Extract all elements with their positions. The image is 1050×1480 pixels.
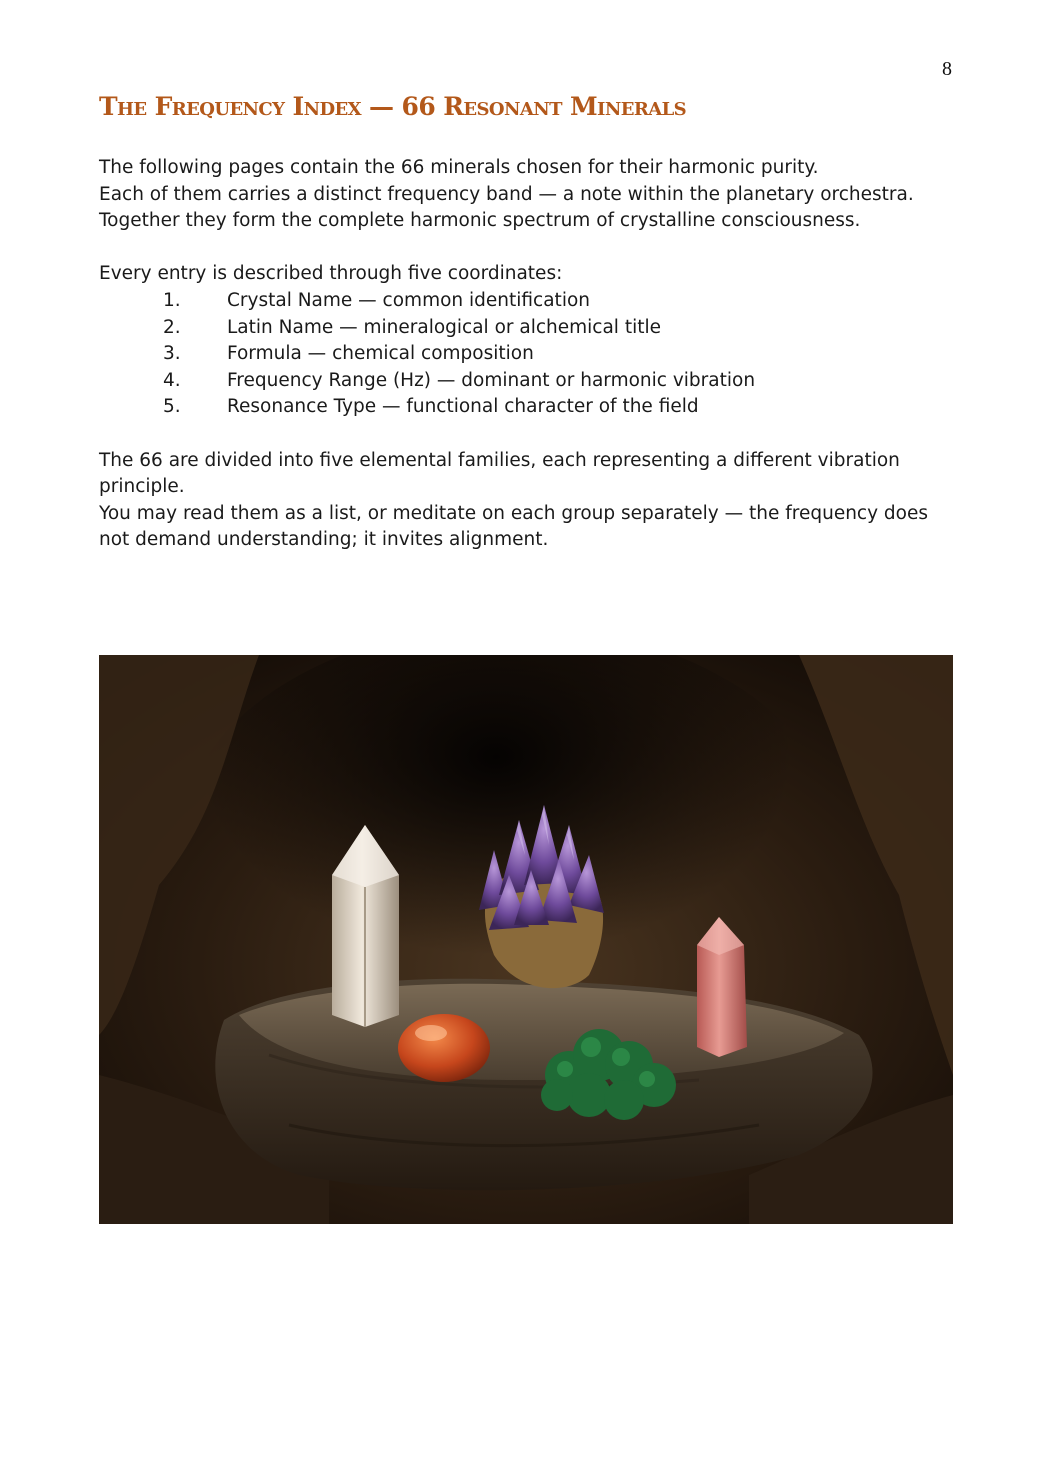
- intro-paragraph-2: Each of them carries a distinct frequency band — a note within the planetary orchestra.: [99, 183, 914, 205]
- list-item-text: Latin Name — mineralogical or alchemical title: [227, 316, 661, 338]
- list-item: [99, 341, 939, 368]
- coordinates-lead: Every entry is described through five coordinates:: [99, 263, 563, 285]
- list-item-text: Crystal Name — common identification: [227, 289, 590, 311]
- list-item-text: Resonance Type — functional character of the field: [227, 396, 699, 418]
- crystals-illustration: [99, 655, 953, 1224]
- list-item: [99, 315, 939, 342]
- list-item: [99, 368, 939, 395]
- list-item-number: 4.: [163, 369, 181, 391]
- coordinates-list: [99, 288, 939, 421]
- list-item-text: Formula — chemical composition: [227, 343, 534, 365]
- intro-paragraph-3: Together they form the complete harmonic spectrum of crystalline consciousness.: [99, 210, 861, 232]
- list-item-number: 2.: [163, 316, 181, 338]
- list-item-number: 5.: [163, 396, 181, 418]
- body-text: [99, 155, 939, 554]
- page-title: The Frequency Index — 66 Resonant Minerals: [99, 92, 687, 121]
- list-item: [99, 288, 939, 315]
- families-paragraph-2: You may read them as a list, or meditate on each group separately — the frequency does not demand understanding; it invites alignment.: [99, 502, 929, 551]
- list-item-number: 1.: [163, 289, 181, 311]
- paragraph-gap: [99, 235, 939, 262]
- page-number: 8: [942, 58, 952, 80]
- list-item: [99, 394, 939, 421]
- list-item-text: Frequency Range (Hz) — dominant or harmonic vibration: [227, 369, 756, 391]
- list-item-number: 3.: [163, 343, 181, 365]
- families-paragraph-1: The 66 are divided into five elemental families, each representing a different vibration principle.: [99, 449, 900, 498]
- crystals-photo: [99, 655, 953, 1224]
- intro-paragraph-1: The following pages contain the 66 minerals chosen for their harmonic purity.: [99, 157, 819, 178]
- paragraph-gap: [99, 421, 939, 448]
